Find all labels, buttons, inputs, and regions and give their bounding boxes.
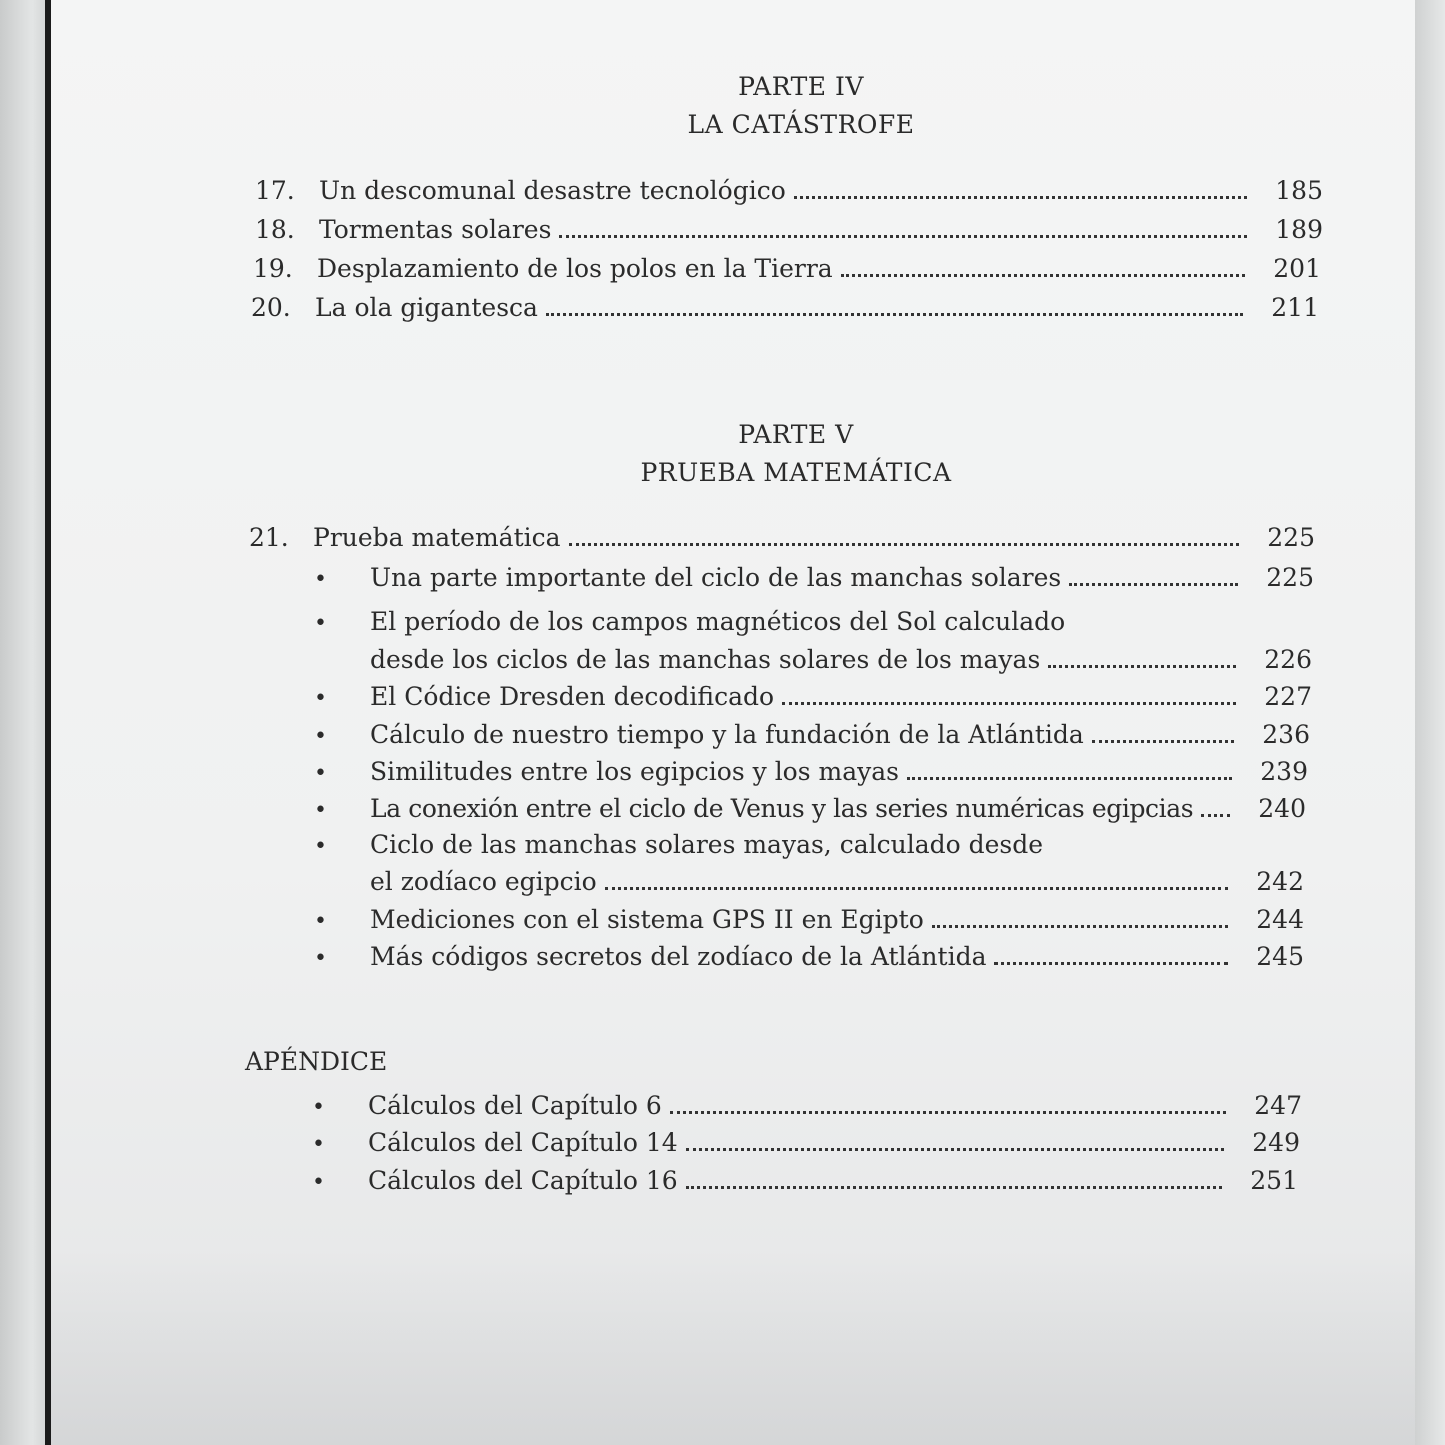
part-5-subtitle: PRUEBA MATEMÁTICA (640, 458, 952, 487)
dot-leader (605, 887, 1228, 890)
chapter-title: Un descomunal desastre tecnológico (319, 176, 786, 205)
bullet-icon: • (312, 1170, 325, 1195)
page-number: 251 (1250, 1166, 1298, 1195)
page-number: 240 (1258, 794, 1306, 823)
page-right-margin (1415, 0, 1445, 1445)
dot-leader (670, 1111, 1226, 1114)
section-title: desde los ciclos de las manchas solares de los mayas (370, 645, 1041, 674)
page-number: 225 (1267, 523, 1315, 552)
section-title: Similitudes entre los egipcios y los mayas (370, 757, 899, 786)
bullet-icon: • (314, 834, 327, 859)
page-number: 189 (1275, 215, 1323, 244)
page-number: 249 (1252, 1128, 1300, 1157)
toc-subentry[interactable] (310, 645, 1312, 674)
section-title: Cálculos del Capítulo 14 (368, 1128, 678, 1157)
section-title: El Códice Dresden decodificado (370, 682, 775, 711)
toc-entry[interactable] (253, 254, 1321, 283)
toc-subentry[interactable] (310, 905, 1304, 934)
dot-leader (1069, 583, 1238, 586)
section-title: Cálculo de nuestro tiempo y la fundación de la Atlántida (370, 720, 1084, 749)
page-number: 245 (1256, 942, 1304, 971)
dot-leader (686, 1148, 1224, 1151)
section-title-line1: Ciclo de las manchas solares mayas, calculado desde (370, 830, 1044, 859)
bullet-icon: • (314, 724, 327, 749)
adjacent-page-edge (0, 0, 46, 1445)
dot-leader (1048, 665, 1236, 668)
toc-subentry[interactable] (310, 867, 1304, 896)
toc-subentry[interactable] (310, 682, 1312, 711)
appendix-heading: APÉNDICE (245, 1047, 388, 1076)
page-number: 247 (1254, 1091, 1302, 1120)
part-5-heading (51, 416, 1445, 492)
toc-subentry[interactable] (310, 563, 1314, 592)
toc-entry[interactable] (255, 215, 1323, 244)
dot-leader (1201, 814, 1230, 817)
chapter-number: 20. (251, 293, 291, 322)
dot-leader (932, 925, 1228, 928)
page-number: 211 (1271, 293, 1319, 322)
bullet-icon: • (314, 946, 327, 971)
bullet-icon: • (312, 1095, 325, 1120)
part-4-heading (51, 68, 1445, 144)
page-number: 201 (1273, 254, 1321, 283)
dot-leader (1092, 740, 1234, 743)
bullet-icon: • (312, 1132, 325, 1157)
page-number: 185 (1275, 176, 1323, 205)
section-title: Una parte importante del ciclo de las manchas solares (370, 563, 1062, 592)
dot-leader (686, 1186, 1222, 1189)
section-title: Mediciones con el sistema GPS II en Egipto (370, 905, 924, 934)
toc-entry[interactable] (251, 293, 1319, 322)
dot-leader (907, 777, 1232, 780)
section-title: Cálculos del Capítulo 16 (368, 1166, 678, 1195)
section-title-line1: El período de los campos magnéticos del Sol calculado (370, 607, 1066, 636)
bullet-icon: • (314, 611, 327, 636)
dot-leader (782, 702, 1236, 705)
chapter-title: La ola gigantesca (315, 293, 538, 322)
toc-subentry[interactable] (310, 942, 1304, 971)
bullet-icon: • (314, 798, 327, 823)
part-4-title: PARTE IV (738, 72, 864, 101)
page-number: 244 (1256, 905, 1304, 934)
chapter-title: Prueba matemática (313, 523, 561, 552)
dot-leader (546, 313, 1243, 316)
toc-subentry[interactable] (310, 794, 1306, 823)
page-number: 242 (1256, 867, 1304, 896)
section-title: Más códigos secretos del zodíaco de la Atlántida (370, 942, 987, 971)
chapter-title: Desplazamiento de los polos en la Tierra (317, 254, 833, 283)
dot-leader (794, 196, 1247, 199)
dot-leader (569, 543, 1239, 546)
toc-subentry[interactable] (308, 1166, 1298, 1195)
toc-subentry[interactable] (308, 1091, 1302, 1120)
chapter-title: Tormentas solares (319, 215, 552, 244)
toc-subentry-line1 (310, 830, 1043, 859)
toc-subentry[interactable] (308, 1128, 1300, 1157)
part-4-subtitle: LA CATÁSTROFE (687, 110, 915, 139)
chapter-number: 21. (249, 523, 289, 552)
toc-subentry-line1 (310, 607, 1065, 636)
dot-leader (559, 235, 1247, 238)
section-title: el zodíaco egipcio (370, 867, 597, 896)
chapter-number: 17. (255, 176, 295, 205)
page-bottom-shadow (51, 1250, 1415, 1445)
page-number: 226 (1264, 645, 1312, 674)
toc-entry[interactable] (249, 523, 1315, 552)
page-number: 225 (1266, 563, 1314, 592)
section-title: La conexión entre el ciclo de Venus y las series numéricas egipcias (370, 794, 1194, 823)
section-title: Cálculos del Capítulo 6 (368, 1091, 662, 1120)
dot-leader (994, 962, 1228, 965)
dot-leader (841, 274, 1245, 277)
toc-entry[interactable] (255, 176, 1323, 205)
bullet-icon: • (314, 761, 327, 786)
page-number: 239 (1260, 757, 1308, 786)
toc-subentry[interactable] (310, 720, 1310, 749)
part-5-title: PARTE V (738, 420, 854, 449)
bullet-icon: • (314, 567, 327, 592)
page-number: 227 (1264, 682, 1312, 711)
chapter-number: 19. (253, 254, 293, 283)
chapter-number: 18. (255, 215, 295, 244)
toc-subentry[interactable] (310, 757, 1308, 786)
bullet-icon: • (314, 909, 327, 934)
page-number: 236 (1262, 720, 1310, 749)
bullet-icon: • (314, 686, 327, 711)
